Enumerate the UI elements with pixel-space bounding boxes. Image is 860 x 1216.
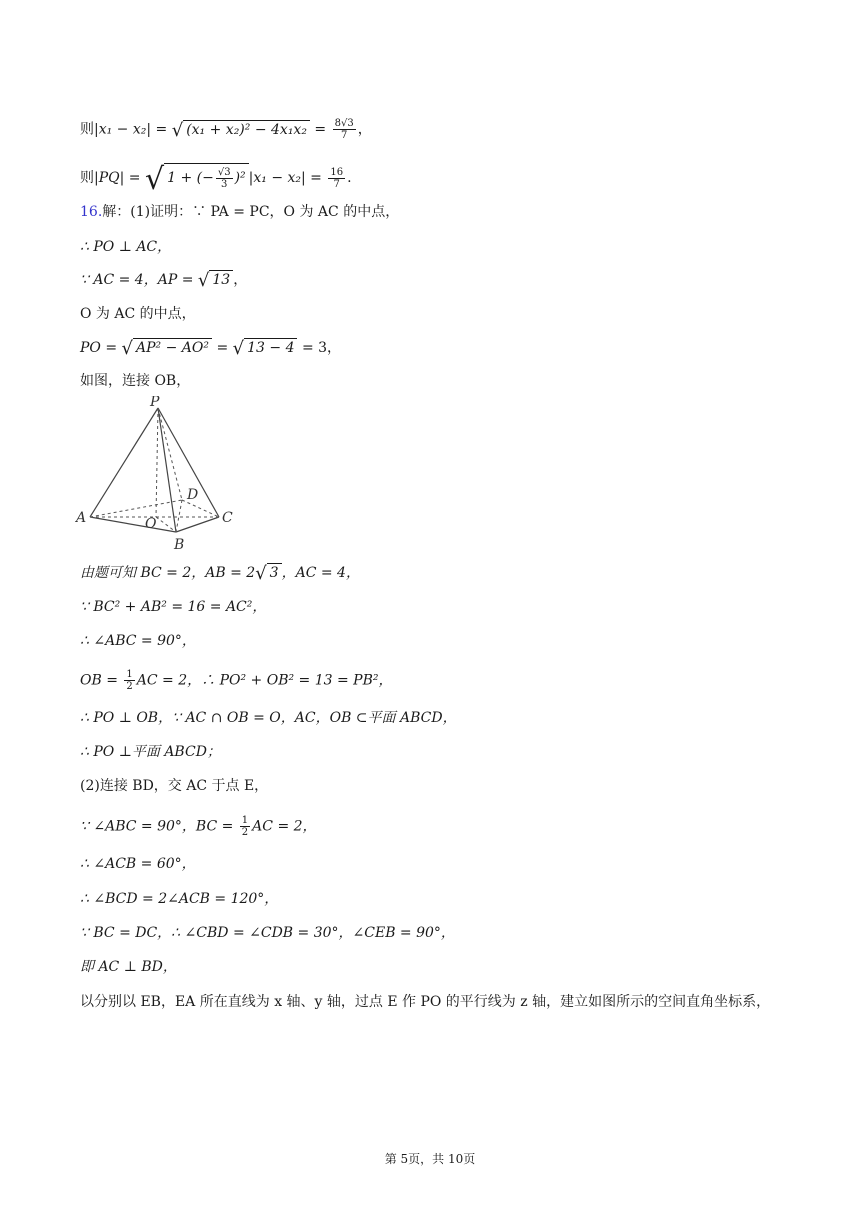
numerator: √3	[217, 166, 231, 178]
sqrt: √ AP² − AO²	[122, 338, 212, 359]
denominator: 3	[221, 178, 228, 190]
vertex-label-b: B	[174, 537, 185, 553]
text: ，	[357, 121, 372, 138]
numerator: 16	[330, 166, 344, 178]
equation-line: ∵ BC² + AB² = 16 = AC²，	[80, 599, 267, 615]
numerator: 1	[241, 815, 249, 826]
text: =	[216, 340, 229, 356]
equation-line: ∴ ∠ACB = 60°，	[80, 856, 196, 872]
pyramid-diagram	[74, 396, 244, 556]
segment-po	[156, 408, 158, 517]
text: 则	[80, 121, 94, 138]
sqrt: √ 1 + (− $\frac{√3}{3}$ )²	[145, 163, 249, 192]
radicand: 13	[209, 270, 233, 289]
math: 由题可知 BC = 2，AB = 2	[80, 565, 256, 581]
question-16-heading	[80, 202, 790, 222]
equation-line: ∴ PO ⊥ OB，∵ AC ∩ OB = O，AC，OB ⊂平面 ABCD，	[80, 710, 457, 726]
fraction	[124, 669, 134, 692]
vertex-label-p: P	[150, 396, 160, 410]
edge-ad	[90, 500, 182, 517]
equation-line	[80, 338, 790, 359]
sqrt: √ 13	[198, 270, 233, 291]
text-line: 如图，连接 OB，	[80, 373, 191, 389]
equation-line: ∵ BC = DC，∴ ∠CBD = ∠CDB = 30°，∠CEB = 90°，	[80, 925, 455, 941]
edge-pd	[158, 408, 182, 500]
fraction	[216, 167, 233, 190]
radicand: AP² − AO²	[133, 338, 212, 357]
sqrt: √ 3	[255, 563, 281, 584]
math: ∵ ∠ABC = 90°，BC =	[80, 818, 234, 835]
text: = 3，	[301, 340, 342, 356]
text-paragraph: 以分别以 EB，EA 所在直线为 x 轴、y 轴，过点 E 作 PO 的平行线为 z 轴，建立如图所示的空间直角坐标系，	[80, 994, 771, 1010]
sqrt: √ 13 − 4	[233, 338, 298, 359]
question-number: 16.	[80, 204, 103, 220]
fraction	[328, 167, 345, 190]
text-line: O 为 AC 的中点，	[80, 306, 196, 322]
denominator: 7	[333, 178, 340, 190]
radicand: (x₁ + x₂)² − 4x₁x₂	[183, 120, 310, 139]
equation-line	[80, 669, 790, 692]
denominator: 7	[340, 130, 348, 141]
sqrt: √ (x₁ + x₂)² − 4x₁x₂	[172, 120, 310, 141]
numerator: 1	[126, 669, 133, 680]
fraction	[240, 815, 250, 838]
equation-line: ∴ PO ⊥ AC，	[80, 239, 172, 255]
math: |x₁ − x₂| =	[248, 170, 322, 186]
numerator: 8√3	[334, 118, 354, 129]
math: PO =	[80, 340, 118, 356]
text: ，	[233, 272, 248, 288]
edge-bc	[176, 517, 219, 532]
math: AC = 2，∴ PO² + OB² = 13 = PB²，	[136, 672, 393, 689]
equation-line: ∴ ∠BCD = 2∠ACB = 120°，	[80, 891, 279, 907]
text-line: (2)连接 BD，交 AC 于点 E，	[80, 778, 269, 794]
equation-line	[80, 270, 790, 291]
edge-pa	[90, 408, 158, 517]
segment-bd	[176, 500, 182, 532]
denominator: 2	[241, 827, 249, 838]
equation-line-2	[80, 162, 790, 197]
text: .	[347, 170, 352, 186]
radicand: 3	[267, 563, 282, 582]
text: =	[314, 121, 327, 138]
math: OB =	[80, 672, 118, 689]
equation-line: 即 AC ⊥ BD，	[80, 959, 177, 975]
denominator: 2	[126, 681, 133, 692]
equation-line: ∴ PO ⊥平面 ABCD；	[80, 744, 221, 760]
edge-pb	[158, 408, 176, 532]
edge-ab	[90, 517, 176, 532]
math: |PQ| =	[94, 170, 141, 186]
radicand: 13 − 4	[244, 338, 297, 357]
equation-line	[80, 563, 790, 584]
equation-line	[80, 815, 790, 838]
equation-line-1	[80, 118, 790, 141]
radicand-part: )²	[234, 170, 246, 186]
vertex-label-c: C	[222, 510, 233, 526]
math: |x₁ − x₂| =	[94, 121, 168, 138]
math: ∵ AC = 4，AP =	[80, 272, 194, 288]
vertex-label-o: O	[145, 516, 157, 532]
radicand-part: 1 + (−	[167, 170, 214, 186]
math: AC = 2，	[252, 818, 317, 835]
equation-line: ∴ ∠ABC = 90°，	[80, 633, 196, 649]
vertex-label-a: A	[76, 510, 87, 526]
fraction	[333, 118, 356, 141]
vertex-label-d: D	[187, 487, 199, 503]
page-footer: 第 5页，共 10页	[384, 1152, 476, 1166]
pyramid-figure	[74, 396, 244, 556]
text: 则	[80, 170, 94, 186]
math: ，AC = 4，	[281, 565, 360, 581]
text: 解：(1)证明：∵ PA = PC，O 为 AC 的中点，	[102, 204, 400, 220]
